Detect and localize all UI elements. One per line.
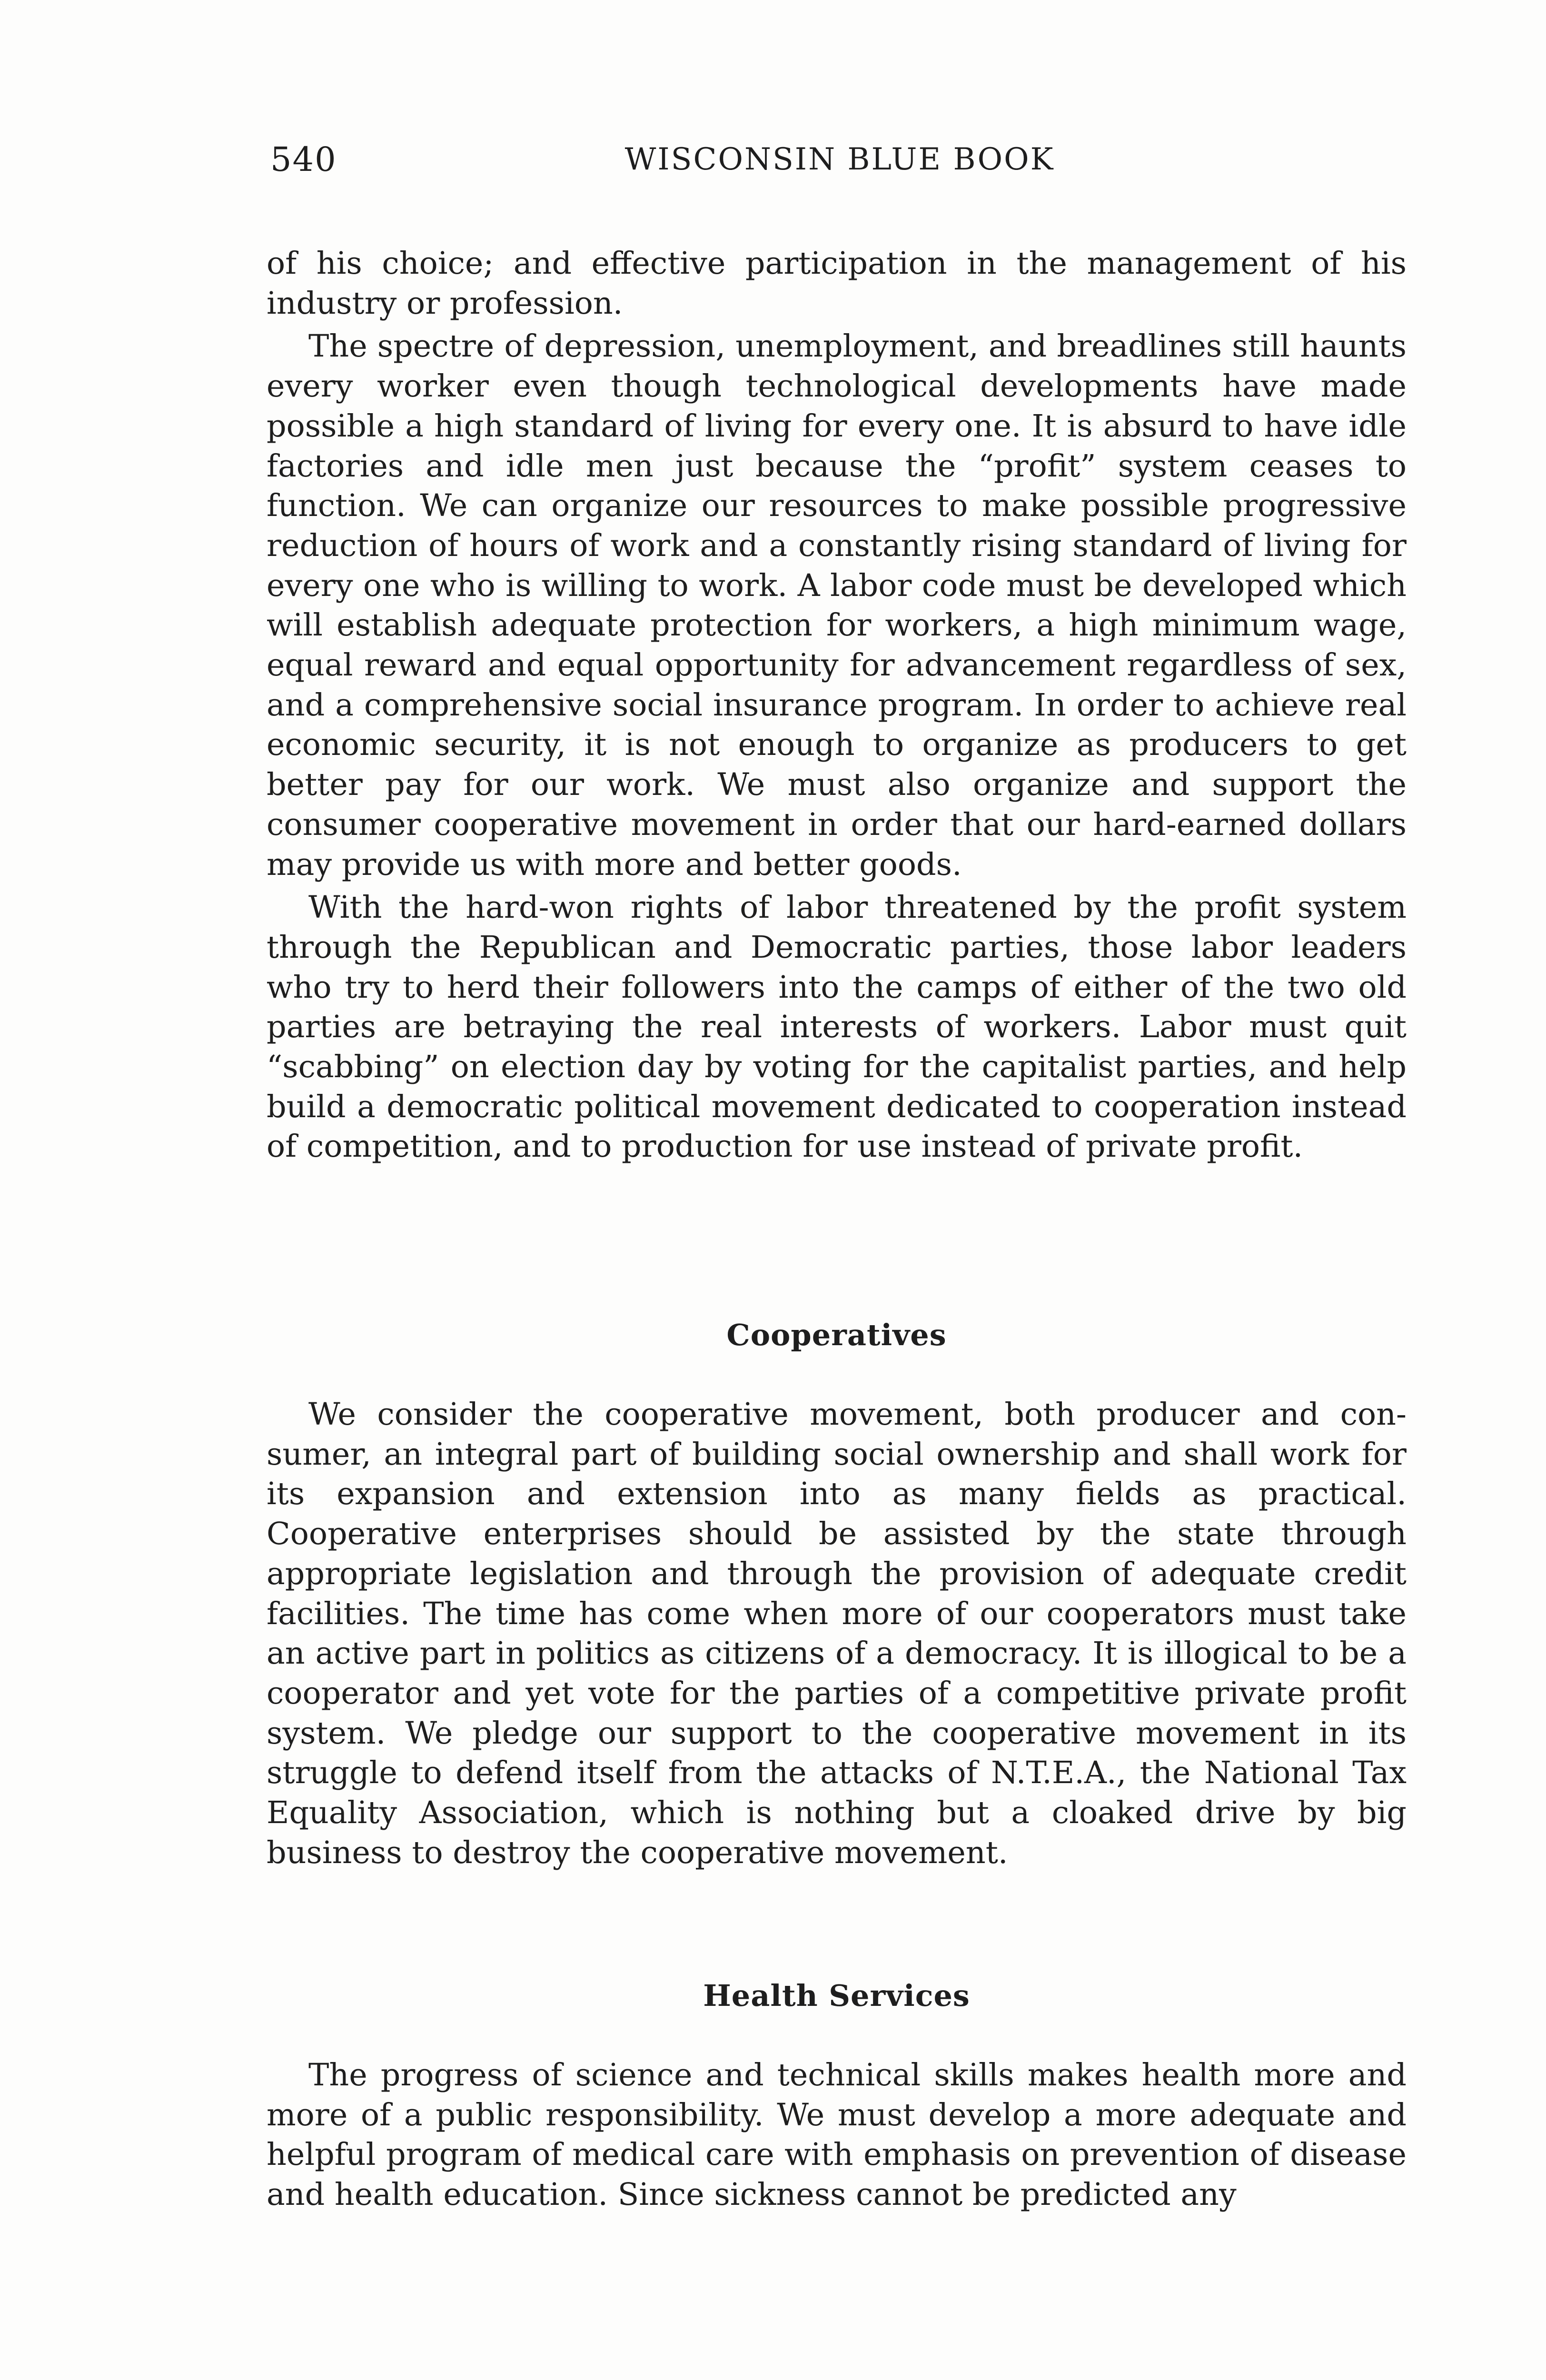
page-number: 540 bbox=[270, 140, 337, 179]
paragraph: We consider the cooperative movement, both producer and consumer, an integral part of building social ownership and shall work for its expansion and extension into as many fields as practical. Cooperative enterprises should be assisted by the state through appropriate legislation and through the provision of adequate credit facilities. The time has come when more of our cooperators must take an active part in politics as citizens of a democracy. It is illogical to be a cooperator and yet vote for the parties of a competitive private profit system. We pledge our support to the cooperative movement in its struggle to defend itself from the attacks of N.T.E.A., the National Tax Equality Association, which is nothing but a cloaked drive by big business to destroy the cooperative movement. bbox=[267, 1397, 1407, 1871]
health-services-section bbox=[267, 2055, 1407, 2215]
cooperatives-section bbox=[267, 1395, 1407, 1873]
paragraph: The progress of science and technical skills makes health more and more of a public responsibility. We must develop a more adequate and helpful program of medical care with emphasis on prevention of disease and health education. Since sickness cannot be predicted any bbox=[267, 2057, 1407, 2213]
running-title: WISCONSIN BLUE BOOK bbox=[624, 142, 1055, 177]
section-heading-health-services: Health Services bbox=[703, 1978, 970, 2013]
page-header bbox=[270, 136, 1409, 193]
paragraph: The spectre of depression, unemployment, and breadlines still haunts every worker even though technological developments have made possible a high standard of living for every one. It is absurd to have idle factories and idle men just because the “profit” system ceases to function. We can organize our resources to make possible progressive reduction of hours of work and a constantly rising standard of living for every one who is willing to work. A labor code must be developed which will establish adequate protection for workers, a high minimum wage, equal reward and equal opportunity for advancement regardless of sex, and a comprehensive social insurance program. In order to achieve real economic security, it is not enough to organize as producers to get better pay for our work. We must also organize and support the consumer cooperative movement in order that our hard-earned dollars may provide us with more and better goods. bbox=[267, 328, 1407, 883]
paragraph: With the hard-won rights of labor threatened by the profit system through the Republican and Democratic parties, those labor leaders who try to herd their followers into the camps of either of the two old parties are betraying the real interests of workers. Labor must quit “scabbing” on election day by voting for the capitalist parties, and help build a democratic political movement dedicated to cooperation instead of competition, and to production for use instead of private profit. bbox=[267, 890, 1407, 1165]
section-heading-cooperatives: Cooperatives bbox=[726, 1318, 947, 1352]
labor-section bbox=[267, 244, 1407, 1167]
paragraph: of his choice; and effective participation in the management of his industry or profession. bbox=[267, 246, 1407, 321]
